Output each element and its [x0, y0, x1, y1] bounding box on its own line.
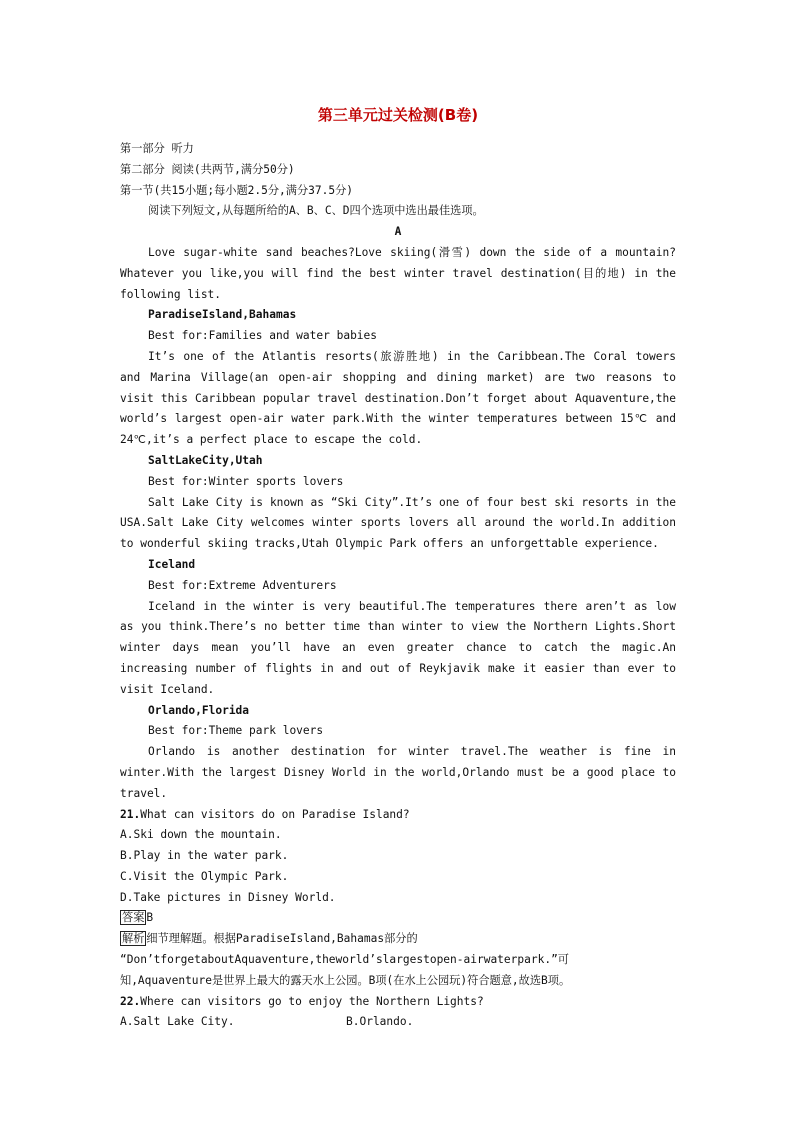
section-body-paradise: It’s one of the Atlantis resorts(旅游胜地) in the Caribbean.The Coral towers and Marina Village(an open-air shopping and dining market) are two reasons to visit this Caribbean popular travel destination.Don’t forget about Aquaventure,the world’s largest open-air water park.With the winter temperatures between 15℃ and 24℃,it’s a perfect place to escape the cold. [120, 349, 676, 447]
analysis-label-box: 解析 [122, 932, 145, 946]
question-22-text: Where can visitors go to enjoy the Northern Lights? [140, 994, 484, 1008]
section-body-iceland: Iceland in the winter is very beautiful.The temperatures there aren’t as low as you think.There’s no better time than winter to view the Northern Lights.Short winter days mean you’ll have an even greater chance to catch the magic.An increasing number of flights in and out of Reykjavik make it easier than ever to visit Iceland. [120, 599, 676, 696]
document-page [120, 104, 676, 1033]
section-bestfor-iceland: Best for:Extreme Adventurers [148, 578, 337, 592]
question-22-number: 22. [120, 994, 141, 1008]
q21-analysis-line-1 [120, 929, 676, 950]
q22-option-a: A.Salt Lake City. [120, 1015, 235, 1029]
q21-option-c: C.Visit the Olympic Park. [120, 869, 289, 883]
section-heading-paradise: ParadiseIsland,Bahamas [148, 308, 297, 322]
q22-options-row [120, 1012, 676, 1033]
header-line-2: 第二部分 阅读(共两节,满分50分) [120, 162, 295, 176]
section-body-saltlake: Salt Lake City is known as “Ski City”.It’s one of four best ski resorts in the USA.Salt Lake City welcomes winter sports lovers all around the world.In addition to wonderful skiing tracks,Utah Olympic Park offers an unforgettable experience. [120, 495, 676, 551]
q21-answer [120, 908, 676, 929]
page-title: 第三单元过关检测(B卷) [317, 106, 479, 124]
section-heading-iceland: Iceland [148, 557, 196, 571]
header-line-3: 第一节(共15小题;每小题2.5分,满分37.5分) [120, 183, 353, 197]
q21-option-b: B.Play in the water park. [120, 849, 289, 863]
q21-option-a: A.Ski down the mountain. [120, 828, 282, 842]
section-body-orlando: Orlando is another destination for winter travel.The weather is fine in winter.With the largest Disney World in the world,Orlando must be a good place to travel. [120, 745, 676, 800]
q21-option-d: D.Take pictures in Disney World. [120, 890, 336, 904]
q21-analysis-line-3: 知,Aquaventure是世界上最大的露天水上公园。B项(在水上公园玩)符合题意,故选B项。 [120, 973, 571, 987]
section-bestfor-saltlake: Best for:Winter sports lovers [148, 474, 344, 488]
q21-answer-value: B [146, 911, 154, 925]
section-bestfor-paradise: Best for:Families and water babies [148, 329, 378, 343]
passage-label: A [394, 225, 402, 239]
section-heading-orlando: Orlando,Florida [148, 703, 250, 717]
section-heading-saltlake: SaltLakeCity,Utah [148, 453, 263, 467]
header-line-1: 第一部分 听力 [120, 142, 194, 155]
passage-intro: Love sugar-white sand beaches?Love skiing(滑雪) down the side of a mountain?Whatever you like,you will find the best winter travel destination(目的地) in the following list. [120, 245, 676, 301]
question-21 [120, 805, 676, 826]
q21-analysis-text-1: 细节理解题。根据ParadiseIsland,Bahamas部分的 [146, 932, 418, 946]
instruction: 阅读下列短文,从每题所给的A、B、C、D四个选项中选出最佳选项。 [148, 204, 484, 218]
question-21-number: 21. [120, 807, 141, 821]
section-bestfor-orlando: Best for:Theme park lovers [148, 724, 324, 738]
q21-analysis-line-2: “Don’tforgetaboutAquaventure,theworld’slargestopen-airwaterpark.”可 [120, 953, 569, 967]
answer-label-box: 答案 [122, 911, 145, 925]
question-22 [120, 992, 676, 1013]
q22-option-b: B.Orlando. [346, 1015, 414, 1029]
question-21-text: What can visitors do on Paradise Island? [140, 807, 410, 821]
